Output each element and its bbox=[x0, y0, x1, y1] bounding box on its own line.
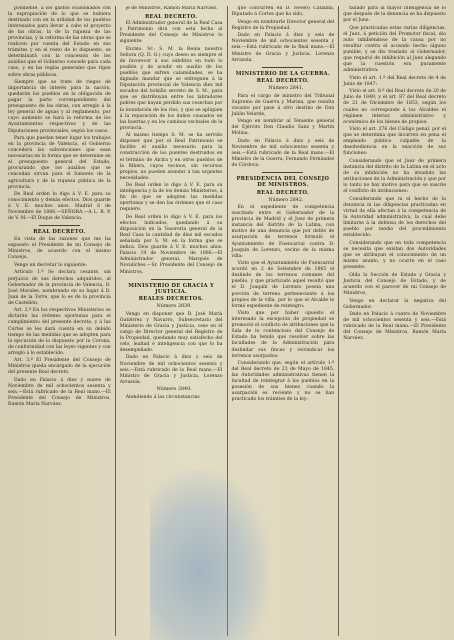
ministry-heading: MINISTERIO DE GRACIA Y JUSTICIA. bbox=[128, 282, 214, 295]
section-heading: REAL DECRETO. bbox=[256, 78, 310, 85]
column-container bbox=[8, 6, 446, 636]
paragraph: Visto el art. 276 del Código penal, por el que se determina que incurren en pena el empleado público culpable de la desobediencia en la exacción de sus funciones: bbox=[343, 127, 446, 157]
paragraph: Vengo en nombrarle Director general del Registro de la Propiedad. bbox=[231, 19, 335, 31]
section-heading: REAL DECRETO. bbox=[144, 13, 198, 20]
paragraph: Art. 3.º El Presidente del Consejo de Ministros queda encargado de la ejecución del presente Real decreto. bbox=[8, 358, 111, 376]
divider bbox=[39, 225, 80, 226]
paragraph: Considerando que, según el artículo 1.º del Real decreto de 23 de Mayo de 1845, las Autoridades administrativas tienen la facultad de reintegrar á los pueblos en la posesión de sus bienes cuando la usurpación es reciente y no se han practicado los trámites de la ley: bbox=[231, 361, 335, 403]
paragraph: je de Ministros, Ramón María Narváez. bbox=[125, 6, 218, 11]
paragraph: Considerando que en toda competencia se necesita que existan dos Autoridades que se atribuyan el conocimiento de un mismo asunto, y no ocurre en el caso presente: bbox=[343, 240, 446, 271]
paragraph: Dado en Palacio á cuatro de Noviembre de mil ochocientos sesenta y seis.—Está rubricado de la Real mano.—El Presidente del Consejo de Ministros, Ramón María Narváez. bbox=[343, 312, 446, 342]
paragraph: En vista de las razones que me ha expuesto el Presidente de mi Consejo de Ministros, de acuerdo con el mismo Consejo, bbox=[8, 237, 111, 261]
paragraph: Excmo. Sr.: S. M. la Reina nuestra Señora (Q. D. G.) cuyo deseo es siempre el de favorecer á sus súbditos en todo lo posible y de acudir en auxilio de los pueblos que sufren calamidades, se ha dignado mandar que se entreguen á la Diputación provincial de Valencia diez mil escudos del bolsillo secreto de S. M., para que se distribuyan entre los labradores pobres que hayan perdido sus cosechas por la inundación de los ríos, y que se apliquen á la reparación de los daños causados en las huertas y en los caminos vecinales de la provincia. bbox=[119, 47, 223, 131]
divider bbox=[262, 172, 303, 173]
column-4 bbox=[338, 6, 446, 636]
paragraph: Oída la Sección de Estado y Gracia y Justicia del Consejo de Estado, y de acuerdo con el parecer de mi Consejo de Ministros, bbox=[343, 272, 446, 296]
paragraph: Dado en Palacio á diez y seis de Noviembre de mil ochocientos sesenta y seis.—Está rubricado de la Real mano.—El Ministro de la Guerra, Fernando Fernández de Córdova. bbox=[231, 139, 335, 169]
paragraph: Artículo 1.º Se declara cesante, sin perjuicio de sus derechos adquiridos, al Gobernador de la provincia de Valencia, D. José Morales, nombrando en su lugar á D. Juan de la Torre, que lo es de la provincia de Castellón. bbox=[8, 270, 111, 306]
column-1 bbox=[8, 6, 111, 636]
section-heading: REAL DECRETO. bbox=[33, 229, 86, 236]
paragraph: De Real orden lo digo á V. E. para los efectos indicados, quedando á su disposición en la Tesorería general de la Real Casa la cantidad de diez mil escudos señalada por S. M. en la forma que se indica. Dios guarde á V. E. muchos años. Palacio 19 de Noviembre de 1866.—El Administrador general, Marqués de Novaliches.—Sr. Presidente del Consejo de Ministros. bbox=[119, 215, 223, 275]
paragraph: Dado en Palacio á diez y seis de Noviembre de mil ochocientos sesenta y seis.—Está rubricado de la Real mano.—El Ministro de Gracia y Justicia, Lorenzo Arrazola. bbox=[119, 355, 223, 385]
paragraph: Dado en Palacio á diez y nueve de Noviembre de mil ochocientos sesenta y seis.—Está rubricado de la Real mano.—El Presidente del Consejo de Ministros, Ramón María Narváez. bbox=[8, 378, 111, 408]
paragraph: pondiente, á los gastos ocasionados con la expropiación de lo que se hubiera destinado con en la utilidad de los pueblos interesados para llevar á cabo el proyecto de las obras, la de la riqueza de las provincias, y la reforma de las obras que se realicen por cuenta del Estado en sus trámites y en el resto de lo dispuesto, se determinará con la concesión de los auxilios que el Gobierno concede para cada caso, y en las reglas generales que rigen sobre obras públicas. bbox=[8, 6, 111, 78]
paragraph: Vengo en decretar lo siguiente: bbox=[14, 262, 87, 268]
paragraph: De Real orden lo digo á V. E. para su inteligencia y la de los demás Ministerios, á fin de que se adopten las medidas oportunas y se den las órdenes que el caso requiere. bbox=[119, 183, 223, 213]
paragraph: Visto el art. 8.º del Real decreto de 20 de Julio de 1849, y el art. 87 del Real decreto de 21 de Diciembre de 1853, según los cuales no corresponde á los Alcaldes el régimen interior, administrativo y económico de los bienes de propios: bbox=[343, 89, 446, 125]
paragraph: Siempre que se trate de riegos de importancia de interés para la nación, quedarán los pueblos en la obligación de pagar la parte correspondiente del presupuesto de las obras, con arreglo á la ley general de aguas y al reglamento, por cuyo aumento se hará la reforma de los Ayuntamientos respectivos y de las Diputaciones provinciales, según los casos. bbox=[8, 80, 111, 134]
paragraph: Considerando que el Juez de primera instancia del distrito de la Latina en el acto de su inhibición no ha invadido las atribuciones de la Administración y que por lo tanto no hay motivo para que se suscite el conflicto de atribuciones: bbox=[343, 159, 446, 195]
ministry-heading: PRESIDENCIA DEL CONSEJO DE MINISTROS. bbox=[236, 176, 330, 189]
decree-number: Número 2842. bbox=[268, 197, 304, 203]
decree-number: Número 2841. bbox=[268, 85, 304, 91]
paragraph: Visto el art. 1.º del Real decreto de 4 de Junio de 1847: bbox=[343, 75, 446, 87]
paragraph: Art. 2.º En los respectivos Ministerios se dictarán las órdenes oportunas para el cumplimiento del presente decreto, y á las Cortes se les dará cuenta en su debido tiempo de las medidas que se adopten para la ejecución de lo dispuesto por la Corona, de conformidad con las leyes vigentes y con arreglo á lo establecido. bbox=[8, 308, 111, 356]
paragraph: Al mismo tiempo S. M. se ha servido disponer que por el Real Patrimonio se facilite el auxilio necesario para la construcción de los puentes destruidos en el término de Alcira y en otros pueblos de la Ribera, cuyos vecinos, sin recursos propios, no pueden atender á tan urgentes necesidades. bbox=[119, 133, 223, 181]
paragraph: Vengo en disponer que D. José María Gutiérrez y Navarro, Subsecretario del Ministerio de Gracia y Justicia, cese en el cargo de Director general del Registro de la Propiedad, quedando muy satisfecho del celo, lealtad é inteligencia con que lo ha desempeñado. bbox=[119, 311, 223, 353]
section-heading: REALES DECRETOS. bbox=[138, 296, 204, 303]
section-heading: REAL DECRETO. bbox=[256, 189, 310, 196]
divider bbox=[262, 67, 303, 68]
paragraph: El Administrador general de la Real Casa y Patrimonio dirá con esta fecha al Presidente del Consejo de Ministros lo siguiente: bbox=[119, 21, 223, 45]
decree-number: Número 2840. bbox=[156, 387, 192, 393]
paragraph: fallado para la mayor inteligencia de lo que después de la denuncia se ha dispuesto por el Juez: bbox=[343, 6, 446, 24]
paragraph: Que practicadas estas varias diligencias, el Juez, á petición del Promotor fiscal, dio auto inhibiéndose de la causa por no resultar contra el acusado hecho alguno punible, y se dio traslado al Gobernador, que requirió de inhibición al Juez alegando que la cuestión era puramente administrativa: bbox=[343, 25, 446, 74]
paragraph: De Real orden lo digo á V. E. para su conocimiento y demás efectos. Dios guarde á V. E. muchos años. Madrid 8 de Noviembre de 1866.—SEÑORA.—A L. R. P. de V. M.—El Duque de Valencia. bbox=[8, 192, 111, 222]
column-3 bbox=[227, 6, 335, 636]
ministry-heading: MINISTERIO DE LA GUERRA. bbox=[235, 70, 330, 77]
paragraph: Vengo en nombrar al Teniente general del Ejército Don Claudio Sanz y Martín Molina. bbox=[231, 119, 335, 137]
paragraph: Considerando que ni el hecho de la denuncia ni las diligencias practicadas en virtud de ella afectan á la competencia de la Autoridad administrativa, la cual debe limitarse á la defensa de los derechos del pueblo por medio del procedimiento establecido: bbox=[343, 196, 446, 239]
paragraph: Atendiendo á las circunstancias bbox=[125, 394, 200, 400]
divider bbox=[151, 279, 192, 280]
paragraph: Visto que el Ayuntamiento de Fuencarral acordó en 2 de Setiembre de 1865 el deslinde de los terrenos comunes del pueblo, y que practicado aquel resultó que el D. Joaquín de Lorenzo poseía una porción de terreno perteneciente á los propios de la villa, por lo que el Alcalde le formó expediente de reintegro: bbox=[231, 261, 335, 309]
paragraph: Para el cargo de ministro del Tribunal Supremo de Guerra y Marina, que resulta vacante por pase á otro destino de Don Julián Velarde, bbox=[231, 93, 335, 117]
paragraph: Vengo en declarar la negativa del Gobernador. bbox=[343, 298, 446, 310]
column-2 bbox=[115, 6, 223, 636]
paragraph: que concurren en D. Severo Catalina, Diputado á Cortes que ha sido, bbox=[231, 6, 335, 18]
paragraph: Para que puedan tener lugar los trabajos en la provincia de Valencia, el Gobierno concederá las subvenciones que sean necesarias en la forma que se determine en el presupuesto general del Estado, procurando que los auxilios que se concedan sirvan para el fomento de la agricultura y de la riqueza pública de la provincia. bbox=[8, 136, 111, 190]
decree-number: Número 2839. bbox=[156, 303, 192, 309]
paragraph: Visto que por haber opuesto el interesado la excepción de propiedad se promovió el conflicto de atribuciones que la Sala de lo contencioso del Consejo de Estado ha tenido que resolver sobre las facultades de la Administración para deslindar sus fincas y reivindicar los terrenos usurpados: bbox=[231, 311, 335, 359]
paragraph: Dado en Palacio á diez y seis de Noviembre de mil ochocientos sesenta y seis.—Está rubricado de la Real mano.—El Ministro de Gracia y Justicia, Lorenzo Arrazola. bbox=[231, 33, 335, 63]
paragraph: En el expediente de competencia suscitado entre el Gobernador de la provincia de Madrid y el Juez de primera instancia del distrito de la Latina, con motivo de una denuncia que por delito de usurpación de terrenos formuló el Ayuntamiento de Fuencarral contra D. Joaquín de Lorenzo, vecino de la misma villa: bbox=[231, 205, 335, 259]
